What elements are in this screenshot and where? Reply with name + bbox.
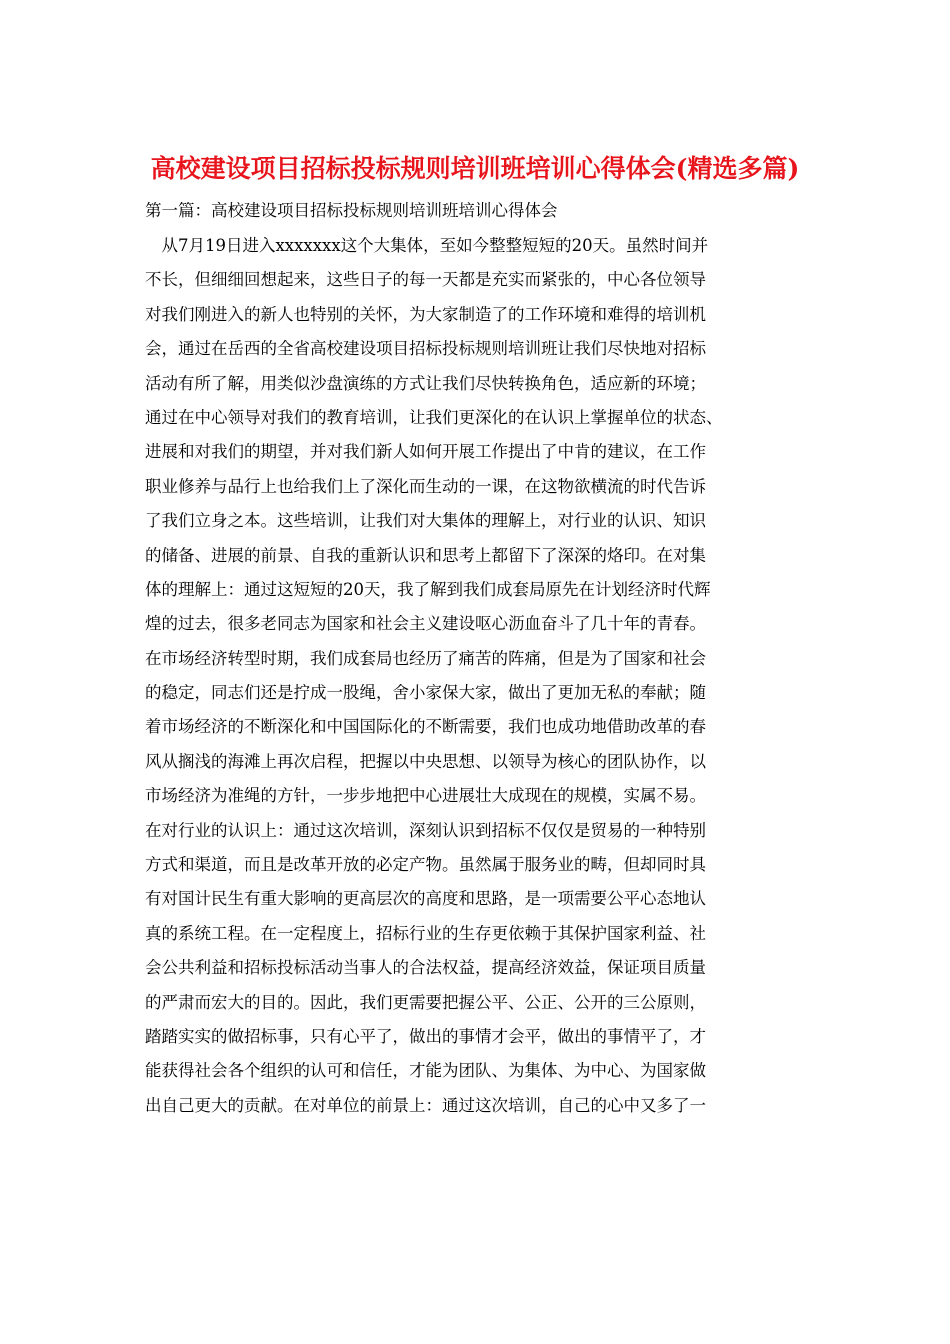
- body-line: 活动有所了解，用类似沙盘演练的方式让我们尽快转换角色，适应新的环境；: [145, 373, 706, 393]
- body-line: 能获得社会各个组织的认可和信任，才能为团队、为集体、为中心、为国家做: [145, 1061, 706, 1081]
- body-line: 的严肃而宏大的目的。因此，我们更需要把握公平、公正、公开的三公原则，: [145, 992, 706, 1012]
- body-line: 出自己更大的贡献。在对单位的前景上：通过这次培训，自己的心中又多了一: [145, 1095, 706, 1115]
- document-title: 高校建设项目招标投标规则培训班培训心得体会(精选多篇): [150, 154, 800, 183]
- body-line: 踏踏实实的做招标事，只有心平了，做出的事情才会平，做出的事情平了，才: [145, 1026, 706, 1046]
- body-line: 对我们刚进入的新人也特别的关怀，为大家制造了的工作环境和难得的培训机: [145, 304, 706, 324]
- body-line: 通过在中心领导对我们的教育培训，让我们更深化的在认识上掌握单位的状态、: [145, 407, 723, 427]
- body-line: 会公共利益和招标投标活动当事人的合法权益，提高经济效益，保证项目质量: [145, 958, 706, 978]
- body-line: 在对行业的认识上：通过这次培训，深刻认识到招标不仅仅是贸易的一种特别: [145, 820, 706, 840]
- body-line: 不长，但细细回想起来，这些日子的每一天都是充实而紧张的，中心各位领导: [145, 270, 706, 290]
- body-line: 在市场经济转型时期，我们成套局也经历了痛苦的阵痛，但是为了国家和社会: [145, 648, 706, 668]
- body-line: 进展和对我们的期望，并对我们新人如何开展工作提出了中肯的建议，在工作: [145, 442, 706, 462]
- body-line: 从7月19日进入xxxxxxx这个大集体，至如今整整短短的20天。虽然时间并: [145, 236, 709, 255]
- body-line: 会，通过在岳西的全省高校建设项目招标投标规则培训班让我们尽快地对招标: [145, 339, 706, 359]
- body-line: 了我们立身之本。这些培训，让我们对大集体的理解上，对行业的认识、知识: [145, 511, 706, 531]
- body-line: 风从搁浅的海滩上再次启程，把握以中央思想、以领导为核心的团队协作，以: [145, 751, 706, 771]
- body-line: 市场经济为准绳的方针，一步步地把中心进展壮大成现在的规模，实属不易。: [145, 786, 706, 806]
- body-line: 方式和渠道，而且是改革开放的必定产物。虽然属于服务业的畴，但却同时具: [145, 855, 706, 875]
- body-line: 的储备、进展的前景、自我的重新认识和思考上都留下了深深的烙印。在对集: [145, 545, 706, 565]
- section-heading: 第一篇：高校建设项目招标投标规则培训班培训心得体会: [145, 201, 558, 220]
- body-line: 真的系统工程。在一定程度上，招标行业的生存更依赖于其保护国家利益、社: [145, 923, 706, 943]
- body-line: 职业修养与品行上也给我们上了深化而生动的一课，在这物欲横流的时代告诉: [145, 476, 706, 496]
- body-line: 着市场经济的不断深化和中国国际化的不断需要，我们也成功地借助改革的春: [145, 717, 706, 737]
- body-line: 体的理解上：通过这短短的20天，我了解到我们成套局原先在计划经济时代辉: [145, 579, 711, 599]
- body-line: 的稳定，同志们还是拧成一股绳，舍小家保大家，做出了更加无私的奉献；随: [145, 683, 706, 703]
- document-body: [145, 192, 805, 1123]
- body-line: 有对国计民生有重大影响的更高层次的高度和思路，是一项需要公平心态地认: [145, 889, 706, 909]
- body-line: 煌的过去，很多老同志为国家和社会主义建设呕心沥血奋斗了几十年的青春。: [145, 614, 706, 634]
